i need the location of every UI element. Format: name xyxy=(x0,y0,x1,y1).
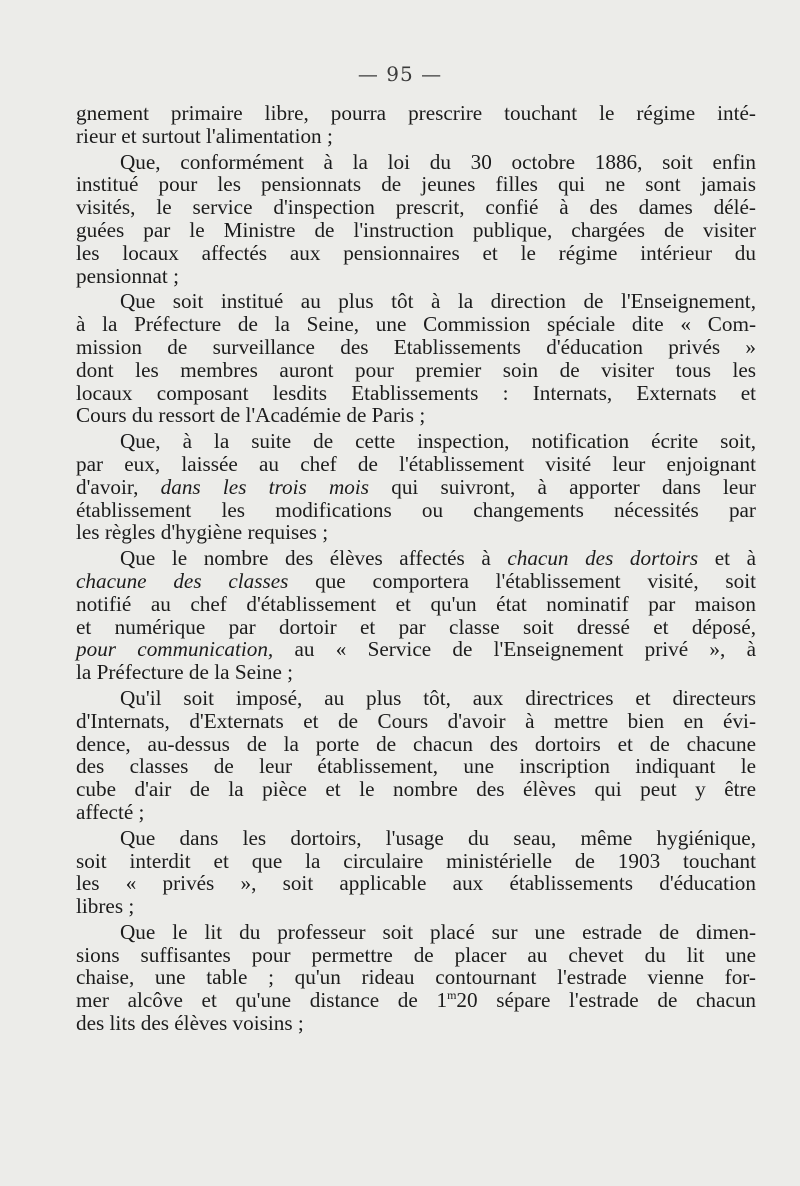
italic-text: dans les trois mois xyxy=(160,474,369,499)
paragraph-inspection-service xyxy=(76,151,756,288)
text-line: dence, au-dessus de la porte de chacun des dortoirs et de chacune xyxy=(76,731,756,756)
text-run: que comportera l'établissement visité, soit xyxy=(288,568,756,593)
paragraph-seau xyxy=(76,827,756,918)
text-line: Que, à la suite de cette inspection, notification écrite soit, xyxy=(120,429,756,454)
text-line: notifié au chef d'établissement et qu'un état nominatif par maison xyxy=(76,591,756,616)
text-line: libres ; xyxy=(76,894,135,919)
text-line: chaise, une table ; qu'un rideau contournant l'estrade vienne for- xyxy=(76,965,756,990)
text-line: mission de surveillance des Etablissements d'éducation privés » xyxy=(76,334,756,359)
page-number: — 95 — xyxy=(357,62,443,86)
superscript: m xyxy=(447,988,457,1003)
text-line: rieur et surtout l'alimentation ; xyxy=(76,123,333,148)
text-line xyxy=(76,638,756,661)
text-line: visités, le service d'inspection prescrit, confié à des dames délé- xyxy=(76,195,756,220)
text-line: Que soit institué au plus tôt à la direction de l'Enseignement, xyxy=(120,289,756,314)
text-line: pensionnat ; xyxy=(76,263,179,288)
paragraph-alimentation xyxy=(76,102,756,148)
text-run: 20 sépare l'estrade de chacun xyxy=(456,988,757,1013)
text-line: Qu'il soit imposé, au plus tôt, aux directrices et directeurs xyxy=(120,685,756,710)
paragraph-lit-professeur xyxy=(76,921,756,1035)
text-line xyxy=(76,547,756,570)
text-line: Que, conformément à la loi du 30 octobre 1886, soit enfin xyxy=(120,149,756,174)
text-line: locaux composant lesdits Etablissements : Internats, Externats et xyxy=(76,380,756,405)
text-line: institué pour les pensionnats de jeunes filles qui ne sont jamais xyxy=(76,172,756,197)
text-run: et à xyxy=(698,546,757,571)
italic-text: chacune des classes xyxy=(76,568,289,593)
text-line: d'Internats, d'Externats et de Cours d'avoir à mettre bien en évi- xyxy=(76,708,756,733)
text-line: des classes de leur établissement, une inscription indiquant le xyxy=(76,754,756,779)
text-line: Cours du ressort de l'Académie de Paris ; xyxy=(76,403,426,428)
text-line: Que dans les dortoirs, l'usage du seau, même hygiénique, xyxy=(120,825,756,850)
text-line: les règles d'hygiène requises ; xyxy=(76,520,329,545)
text-run: qui suivront, à apporter dans leur xyxy=(369,474,756,499)
text-line: par eux, laissée au chef de l'établissement visité leur enjoignant xyxy=(76,451,756,476)
text-line: gnement primaire libre, pourra prescrire touchant le régime inté- xyxy=(76,101,756,125)
text-line xyxy=(76,989,756,1012)
body-text xyxy=(76,102,756,1035)
text-run: au « Service de l'Enseignement privé », à xyxy=(273,637,756,662)
text-line xyxy=(76,476,756,499)
text-run: Que le nombre des élèves affectés à xyxy=(120,546,508,571)
text-run: mer alcôve et qu'une distance de 1 xyxy=(76,988,448,1013)
text-line: des lits des élèves voisins ; xyxy=(76,1011,304,1036)
text-line: et numérique par dortoir et par classe soit dressé et déposé, xyxy=(76,614,756,639)
paragraph-notification xyxy=(76,430,756,544)
text-line: soit interdit et que la circulaire ministérielle de 1903 touchant xyxy=(76,848,756,873)
text-line: Que le lit du professeur soit placé sur une estrade de dimen- xyxy=(120,919,756,944)
text-line: les « privés », soit applicable aux établissements d'éducation xyxy=(76,871,756,896)
text-line: la Préfecture de la Seine ; xyxy=(76,660,294,685)
text-line: à la Préfecture de la Seine, une Commission spéciale dite « Com- xyxy=(76,312,756,337)
text-line: dont les membres auront pour premier soin de visiter tous les xyxy=(76,357,756,382)
italic-text: chacun des dortoirs xyxy=(507,546,699,571)
text-line: guées par le Ministre de l'instruction publique, chargées de visiter xyxy=(76,217,756,242)
paragraph-commission xyxy=(76,290,756,427)
paragraph-eleves-dortoirs xyxy=(76,547,756,684)
text-line: affecté ; xyxy=(76,799,145,824)
text-line xyxy=(76,570,756,593)
paragraph-inscription xyxy=(76,687,756,824)
text-line: les locaux affectés aux pensionnaires et le régime intérieur du xyxy=(76,240,756,265)
text-line: cube d'air de la pièce et le nombre des élèves qui peut y être xyxy=(76,777,756,802)
text-line: sions suffisantes pour permettre de placer au chevet du lit une xyxy=(76,942,756,967)
text-run: d'avoir, xyxy=(76,474,161,499)
text-line: établissement les modifications ou changements nécessités par xyxy=(76,497,756,522)
italic-text: pour communication, xyxy=(76,637,274,662)
